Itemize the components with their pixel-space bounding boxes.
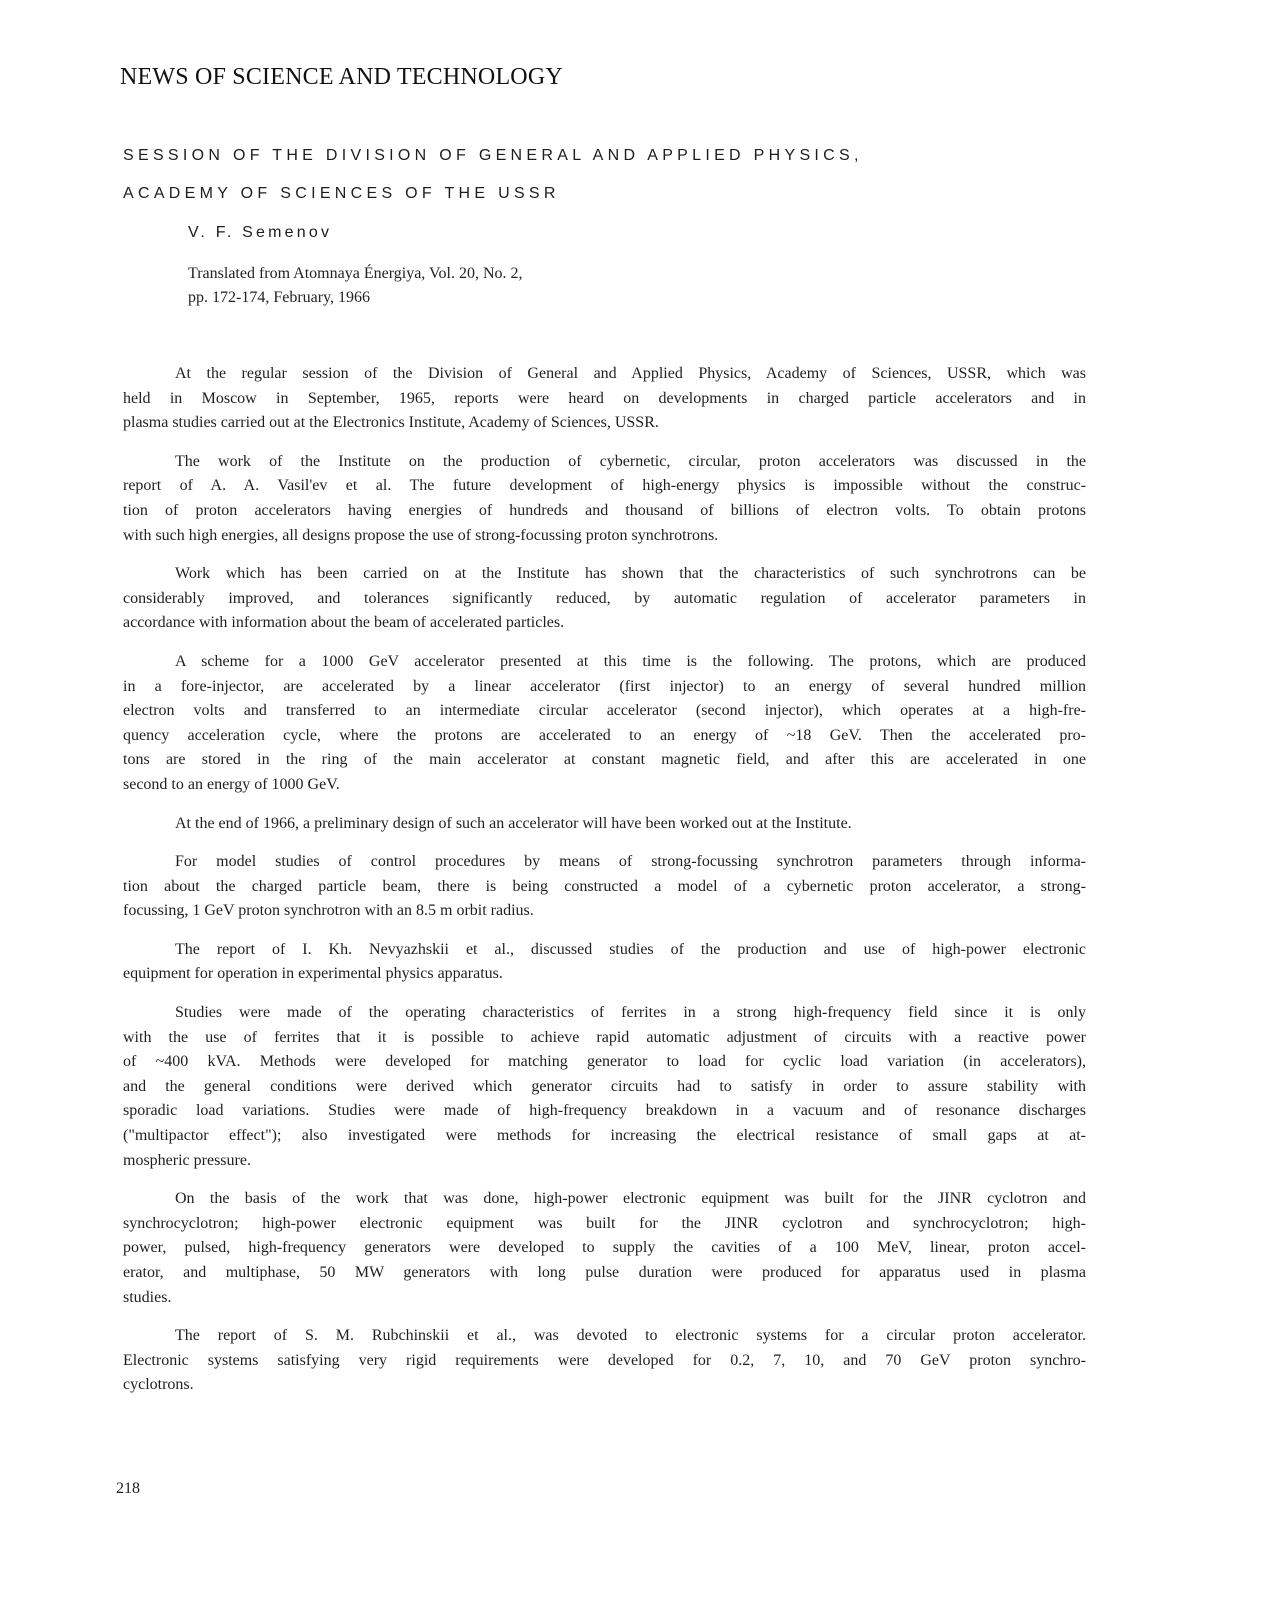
paragraph [123, 562, 1086, 636]
paragraph-line: tion about the charged particle beam, there is being constructed a model of a cybernetic proton accelerator, a strong- [123, 877, 1086, 895]
paragraph-line: Work which has been carried on at the Institute has shown that the characteristics of such synchrotrons can be [175, 565, 1086, 583]
paragraph-line: equipment for operation in experimental physics apparatus. [123, 965, 503, 983]
source-line: pp. 172-174, February, 1966 [188, 289, 371, 306]
paragraph-line: with such high energies, all designs propose the use of strong-focussing proton synchrotrons. [123, 526, 719, 544]
paragraph-line: report of A. A. Vasil'ev et al. The future development of high-energy physics is impossible without the construc- [123, 477, 1086, 495]
paragraph-line: held in Moscow in September, 1965, reports were heard on developments in charged particle accelerators and in [123, 389, 1086, 407]
paragraph [123, 450, 1086, 548]
paragraph-line: and the general conditions were derived which generator circuits had to satisfy in order to assure stability with [123, 1077, 1086, 1095]
paragraph-line: considerably improved, and tolerances significantly reduced, by automatic regulation of accelerator parameters in [123, 589, 1086, 607]
paragraph [123, 850, 1086, 924]
paragraph-line: For model studies of control procedures by means of strong-focussing synchrotron parameters through informa- [175, 853, 1086, 871]
paragraph-line: A scheme for a 1000 GeV accelerator presented at this time is the following. The protons, which are produced [175, 652, 1086, 670]
paragraph-line: erator, and multiphase, 50 MW generators with long pulse duration were produced for apparatus used in plasma [123, 1264, 1086, 1281]
paragraph-line: Studies were made of the operating characteristics of ferrites in a strong high-frequency field since it is only [175, 1004, 1086, 1022]
paragraph-line: tion of proton accelerators having energies of hundreds and thousand of billions of electron volts. To obtain protons [123, 501, 1086, 519]
article-title-line: ACADEMY OF SCIENCES OF THE USSR [123, 185, 560, 202]
paragraph-line: with the use of ferrites that it is possible to achieve rapid automatic adjustment of circuits with a reactive power [123, 1028, 1086, 1046]
paragraph-line: On the basis of the work that was done, high-power electronic equipment was built for the JINR cyclotron and [175, 1190, 1086, 1208]
paragraph-line: sporadic load variations. Studies were made of high-frequency breakdown in a vacuum and of resonance discharges [123, 1102, 1086, 1120]
paragraph-line: power, pulsed, high-frequency generators were developed to supply the cavities of a 100 MeV, linear, proton accel- [123, 1239, 1086, 1257]
paragraph-line: The work of the Institute on the production of cybernetic, circular, proton accelerators was discussed in the [175, 452, 1086, 470]
paragraph-line: At the regular session of the Division of General and Applied Physics, Academy of Sciences, USSR, which was [175, 365, 1086, 382]
paragraph-line: focussing, 1 GeV proton synchrotron with an 8.5 m orbit radius. [123, 902, 534, 920]
paragraph-line: ("multipactor effect"); also investigated were methods for increasing the electrical resistance of small gaps at at- [123, 1127, 1086, 1145]
paragraph-line: in a fore-injector, are accelerated by a linear accelerator (first injector) to an energy of several hundred million [123, 677, 1086, 695]
paragraph-line: tons are stored in the ring of the main accelerator at constant magnetic field, and after this are accelerated in one [123, 751, 1086, 769]
paragraph [123, 938, 1086, 987]
paragraph-line: quency acceleration cycle, where the protons are accelerated to an energy of ~18 GeV. Then the accelerated pro- [123, 726, 1086, 744]
paragraph-line: accordance with information about the beam of accelerated particles. [123, 614, 565, 632]
source-line: Translated from Atomnaya Énergiya, Vol. 20, No. 2, [188, 265, 523, 282]
paragraph-line: cyclotrons. [123, 1376, 194, 1394]
paragraph-line: At the end of 1966, a preliminary design of such an accelerator will have been worked out at the Institute. [175, 814, 852, 832]
paragraph-line: second to an energy of 1000 GeV. [123, 775, 340, 793]
article-body [123, 362, 1086, 1412]
translation-source [188, 262, 523, 310]
paragraph-line: electron volts and transferred to an intermediate circular accelerator (second injector), which operates at a high-fre- [123, 702, 1086, 720]
paragraph-line: The report of I. Kh. Nevyazhskii et al., discussed studies of the production and use of high-power electronic [175, 940, 1086, 958]
paragraph [123, 812, 1086, 837]
paragraph-line: synchrocyclotron; high-power electronic equipment was built for the JINR cyclotron and synchrocyclotron; high- [123, 1214, 1086, 1232]
paragraph-line: studies. [123, 1288, 172, 1306]
article-title-line: SESSION OF THE DIVISION OF GENERAL AND APPLIED PHYSICS, [123, 147, 863, 164]
paragraph-line: The report of S. M. Rubchinskii et al., was devoted to electronic systems for a circular proton accelerator. [175, 1327, 1086, 1345]
paragraph-line: mospheric pressure. [123, 1151, 251, 1169]
article-title [123, 137, 1023, 213]
page-number: 218 [116, 1480, 140, 1497]
author-name: V. F. Semenov [188, 224, 333, 241]
paragraph [123, 362, 1086, 436]
paragraph [123, 650, 1086, 798]
paragraph [123, 1001, 1086, 1173]
paragraph-line: Electronic systems satisfying very rigid requirements were developed for 0.2, 7, 10, and 70 GeV proton synchro- [123, 1351, 1086, 1369]
paragraph [123, 1187, 1086, 1310]
paragraph-line: plasma studies carried out at the Electronics Institute, Academy of Sciences, USSR. [123, 414, 659, 432]
paragraph [123, 1324, 1086, 1398]
section-heading: NEWS OF SCIENCE AND TECHNOLOGY [120, 64, 563, 90]
paragraph-line: of ~400 kVA. Methods were developed for matching generator to load for cyclic load variation (in accelerators), [123, 1053, 1086, 1071]
